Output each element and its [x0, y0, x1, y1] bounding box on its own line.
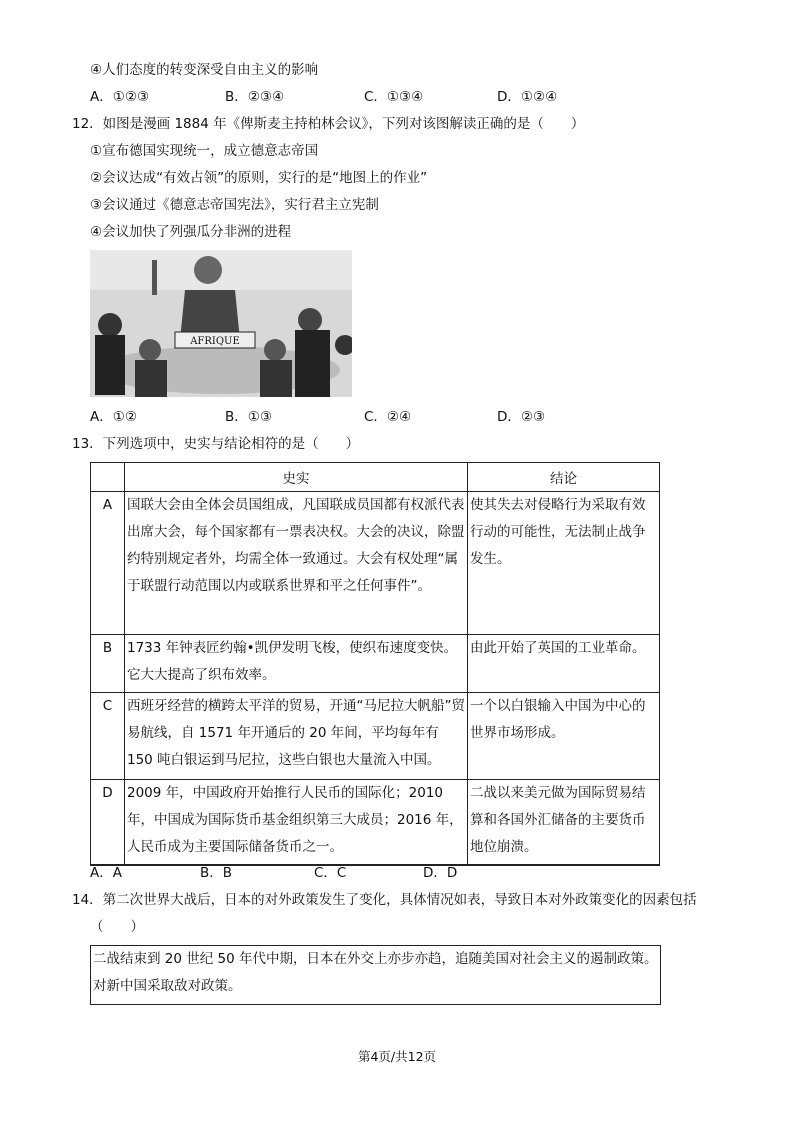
- q12-option-d: D．②③: [497, 409, 546, 425]
- table-row: [91, 635, 660, 693]
- q14-info-box: 二战结束到 20 世纪 50 年代中期，日本在外交上亦步亦趋，追随美国对社会主义的遏制政策。对新中国采取敌对政策。: [90, 945, 661, 1005]
- table-row: [91, 693, 660, 780]
- row-fact: 2009 年，中国政府开始推行人民币的国际化；2010 年，中国成为国际货币基金组织第三大成员；2016 年，人民币成为主要国际储备货币之一。: [125, 780, 468, 865]
- header-key: [91, 463, 125, 492]
- q13-option-b: B．B: [200, 865, 233, 881]
- row-key: D: [91, 780, 125, 865]
- q13-stem: 13．下列选项中，史实与结论相符的是（ ）: [72, 436, 360, 452]
- q14-answer-paren: （ ）: [90, 919, 144, 935]
- q12-option-b: B．①③: [225, 409, 272, 425]
- svg-text:AFRIQUE: AFRIQUE: [190, 336, 240, 347]
- row-fact: 1733 年钟表匠约翰•凯伊发明飞梭，使织布速度变快。它大大提高了织布效率。: [125, 635, 468, 693]
- row-fact: 西班牙经营的横跨太平洋的贸易，开通“马尼拉大帆船”贸易航线，自 1571 年开通后的 20 年间，平均每年有 150 吨白银运到马尼拉，这些白银也大量流入中国。: [125, 693, 468, 780]
- q11-option-a: A．①②③: [90, 89, 150, 105]
- row-key: C: [91, 693, 125, 780]
- q13-table: [90, 462, 660, 866]
- q13-option-d: D．D: [423, 865, 458, 881]
- row-fact: 国联大会由全体会员国组成，凡国联成员国都有权派代表出席大会，每个国家都有一票表决权。大会的决议，除盟约特别规定者外，均需全体一致通过。大会有权处理“属于联盟行动范围以内或联系世界和平之任何事件”。: [125, 492, 468, 635]
- q12-item-2: ②会议达成“有效占领”的原则，实行的是“地图上的作业”: [90, 170, 428, 186]
- q12-stem: 12．如图是漫画 1884 年《俾斯麦主持柏林会议》，下列对该图解读正确的是（ ）: [72, 116, 585, 132]
- header-fact: 史实: [125, 463, 468, 492]
- q12-item-1: ①宣布德国实现统一，成立德意志帝国: [90, 143, 319, 159]
- q11-option-c: C．①③④: [364, 89, 424, 105]
- q12-item-3: ③会议通过《德意志帝国宪法》，实行君主立宪制: [90, 197, 379, 213]
- q11-option-b: B．②③④: [225, 89, 285, 105]
- q13-option-a: A．A: [90, 865, 122, 881]
- row-conclusion: 由此开始了英国的工业革命。: [468, 635, 660, 693]
- header-conclusion: 结论: [468, 463, 660, 492]
- q12-option-c: C．②④: [364, 409, 412, 425]
- page-footer: 第4页/共12页: [357, 1049, 437, 1064]
- row-key: A: [91, 492, 125, 635]
- table-header-row: [91, 463, 660, 492]
- q12-item-4: ④会议加快了列强瓜分非洲的进程: [90, 224, 292, 240]
- q12-option-a: A．①②: [90, 409, 137, 425]
- row-conclusion: 使其失去对侵略行为采取有效行动的可能性，无法制止战争发生。: [468, 492, 660, 635]
- berlin-conference-cartoon: [90, 250, 352, 397]
- row-conclusion: 一个以白银输入中国为中心的世界市场形成。: [468, 693, 660, 780]
- row-key: B: [91, 635, 125, 693]
- table-row: [91, 780, 660, 865]
- q13-option-c: C．C: [314, 865, 347, 881]
- row-conclusion: 二战以来美元做为国际贸易结算和各国外汇储备的主要货币地位崩溃。: [468, 780, 660, 865]
- q11-item-4: ④人们态度的转变深受自由主义的影响: [90, 62, 319, 78]
- q11-option-d: D．①②④: [497, 89, 558, 105]
- q14-stem: 14．第二次世界大战后，日本的对外政策发生了变化，具体情况如表，导致日本对外政策变化的因素包括: [72, 892, 697, 908]
- table-row: [91, 492, 660, 635]
